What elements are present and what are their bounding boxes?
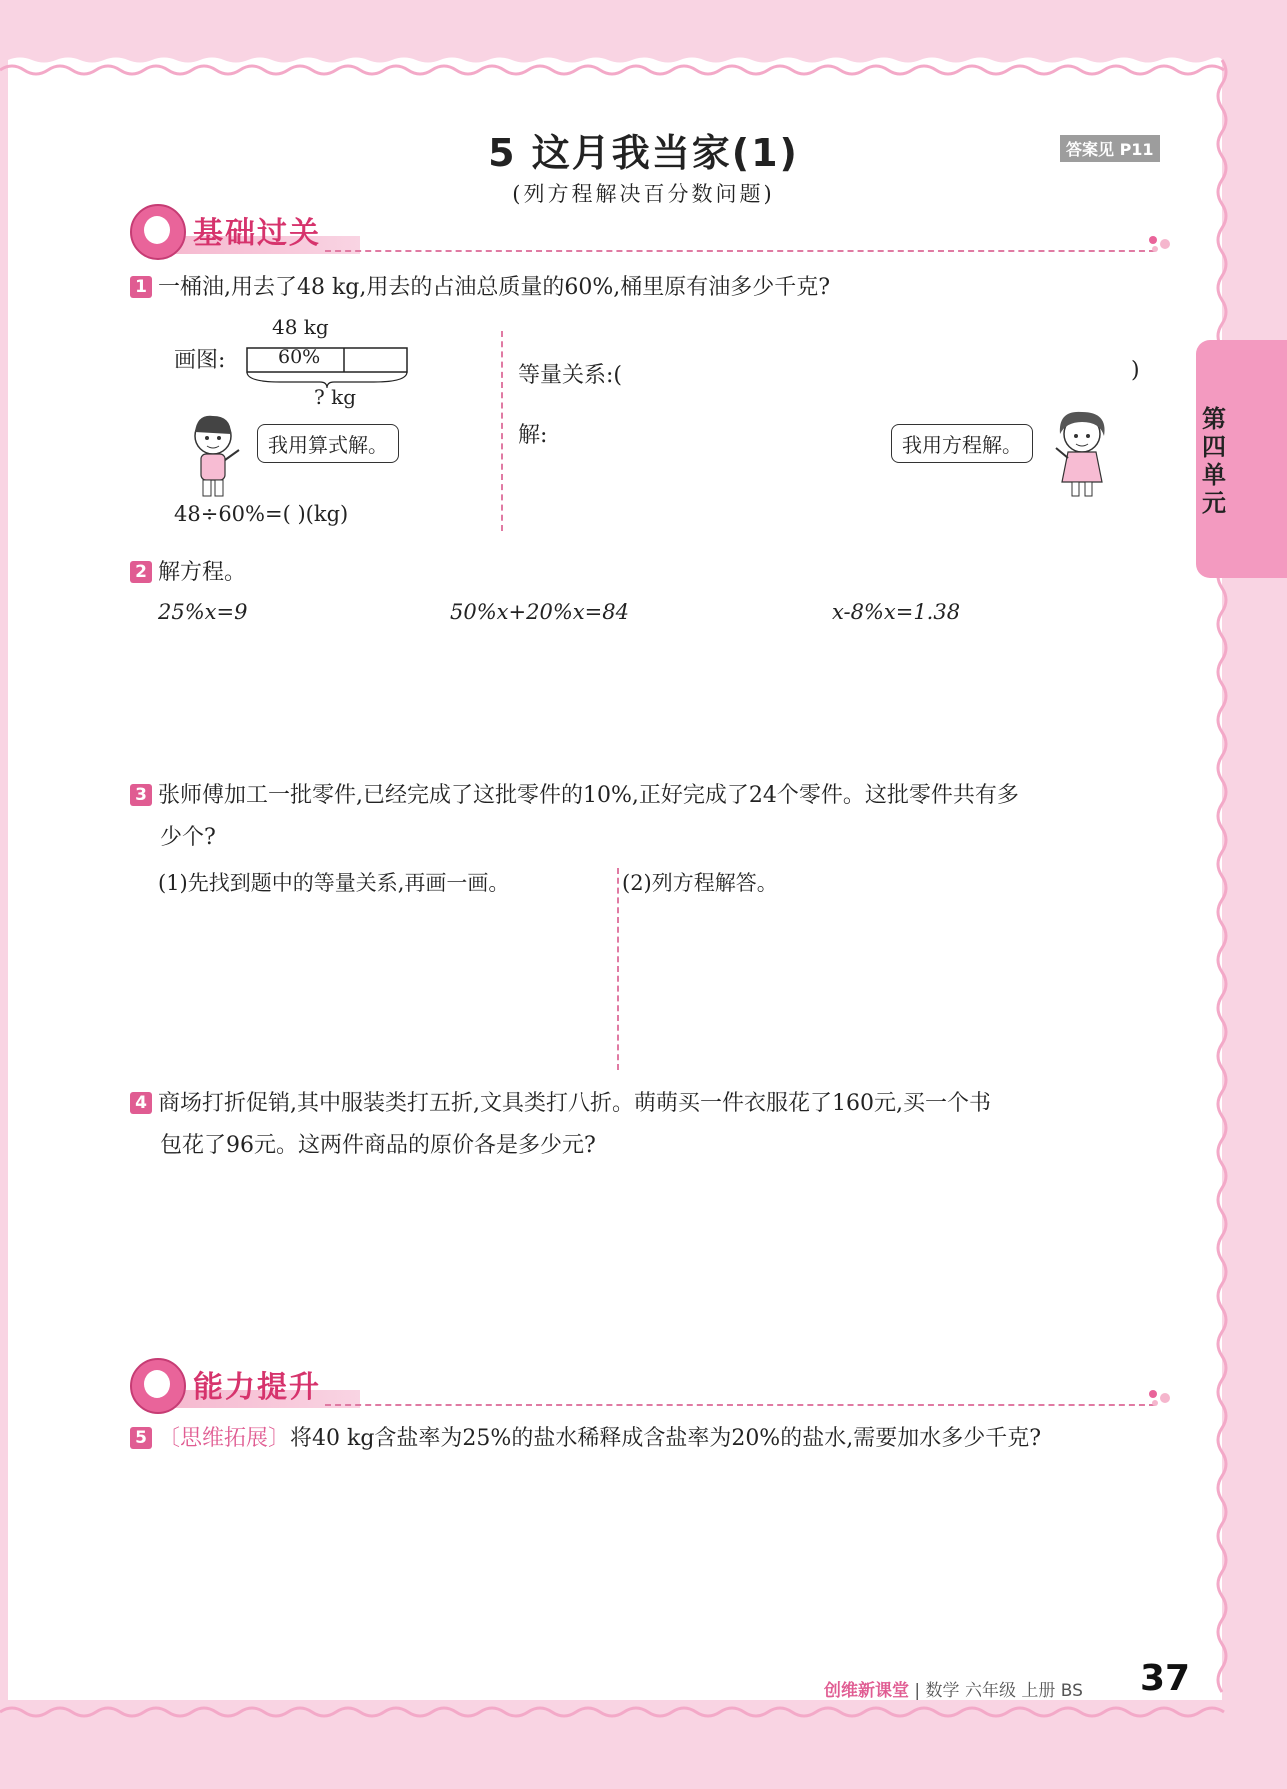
section-title-advanced: 能力提升 xyxy=(193,1370,321,1405)
mascot-icon xyxy=(130,204,186,260)
section-divider xyxy=(325,1404,1155,1406)
question-text-continued: 少个? xyxy=(160,825,216,850)
question-text: 张师傅加工一批零件,已经完成了这批零件的10%,正好完成了24个零件。这批零件共有多 xyxy=(158,783,1019,808)
bar-bottom-label: ? kg xyxy=(314,385,357,409)
boy-illustration xyxy=(185,410,245,500)
question-tag: 〔思维拓展〕 xyxy=(158,1426,291,1451)
bar-top-label: 48 kg xyxy=(272,315,329,339)
q3-divider xyxy=(617,868,619,1070)
question-text: 一桶油,用去了48 kg,用去的占油总质量的60%,桶里原有油多少千克? xyxy=(158,275,831,300)
section-title-basic: 基础过关 xyxy=(193,216,321,251)
question-number: 1 xyxy=(130,276,152,298)
question-text-continued: 包花了96元。这两件商品的原价各是多少元? xyxy=(160,1133,596,1158)
question-text: 解方程。 xyxy=(158,560,247,585)
dots-icon xyxy=(1147,1388,1173,1408)
dots-icon xyxy=(1147,234,1173,254)
question-number: 2 xyxy=(130,561,152,583)
footer-info xyxy=(824,1676,1083,1701)
speech-bubble-right: 我用方程解。 xyxy=(891,424,1033,463)
equal-relation-label: 等量关系:( xyxy=(518,363,622,388)
footer-brand: 创维新课堂 xyxy=(824,1681,909,1701)
question-4 xyxy=(130,1083,1190,1167)
girl-illustration xyxy=(1052,408,1112,498)
q3-part-1: (1)先找到题中的等量关系,再画一画。 xyxy=(158,871,510,895)
question-number: 3 xyxy=(130,784,152,806)
lesson-subtitle: (列方程解决百分数问题) xyxy=(512,182,775,206)
formula-line: 48÷60%=( )(kg) xyxy=(174,502,349,526)
lesson-title: 5 这月我当家(1) xyxy=(488,131,799,175)
equation-2: 50%x+20%x=84 xyxy=(450,600,629,624)
solve-label: 解: xyxy=(518,423,548,448)
question-number: 4 xyxy=(130,1092,152,1114)
section-divider xyxy=(325,250,1155,252)
equation-1: 25%x=9 xyxy=(158,600,248,624)
question-number: 5 xyxy=(130,1427,152,1449)
question-3 xyxy=(130,775,1190,859)
question-1 xyxy=(130,267,830,309)
q1-divider xyxy=(501,331,503,531)
q3-part-2: (2)列方程解答。 xyxy=(622,871,778,895)
mascot-icon xyxy=(130,1358,186,1414)
unit-side-tab-label: 第 四 单 元 xyxy=(1202,405,1226,517)
question-2 xyxy=(130,552,246,594)
answer-reference: 答案见 P11 xyxy=(1060,135,1160,162)
question-text: 将40 kg含盐率为25%的盐水稀释成含盐率为20%的盐水,需要加水多少千克? xyxy=(290,1426,1042,1451)
equal-relation-close: ) xyxy=(1131,358,1140,383)
footer-book-info: | 数学 六年级 上册 BS xyxy=(914,1681,1083,1701)
page-number: 37 xyxy=(1140,1658,1191,1699)
question-text: 商场打折促销,其中服装类打五折,文具类打八折。萌萌买一件衣服花了160元,买一个书 xyxy=(158,1091,991,1116)
question-5 xyxy=(130,1418,1041,1460)
bar-inside-label: 60% xyxy=(278,346,321,368)
speech-bubble-left: 我用算式解。 xyxy=(257,424,399,463)
diagram-label: 画图: xyxy=(174,348,226,373)
equation-3: x-8%x=1.38 xyxy=(832,600,961,624)
bar-diagram xyxy=(240,340,415,390)
